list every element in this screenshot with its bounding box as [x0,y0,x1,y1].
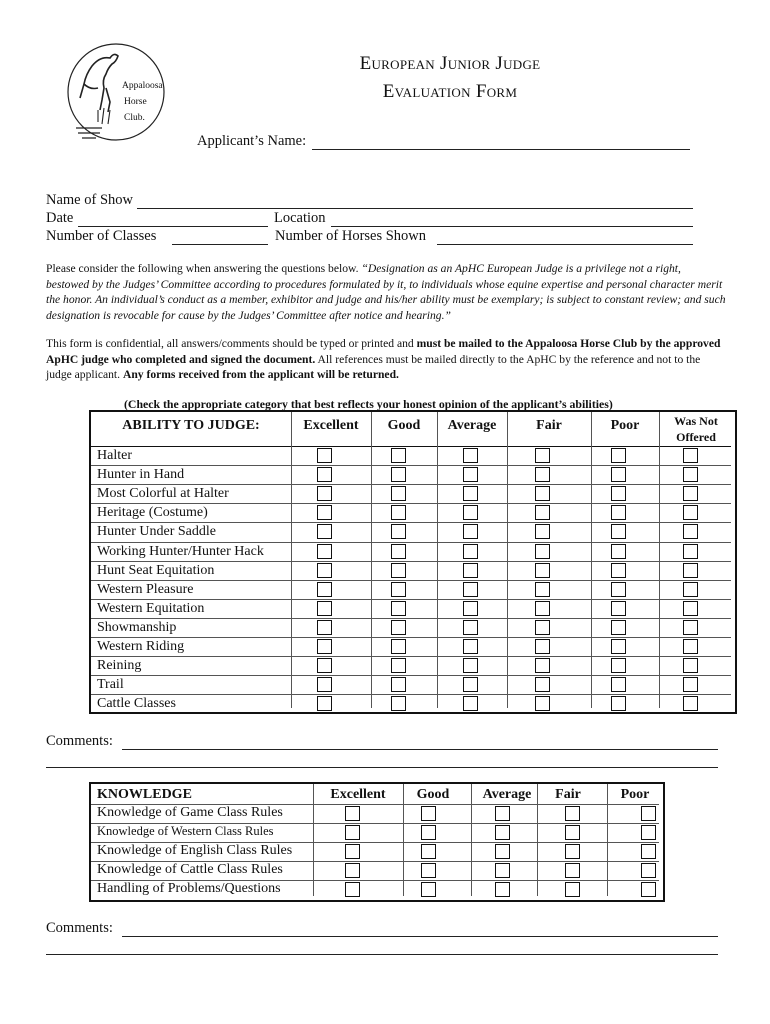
ability-checkbox[interactable] [683,582,698,597]
ability-checkbox[interactable] [317,658,332,673]
number-of-horses-label: Number of Horses Shown [275,228,427,244]
date-field[interactable] [78,225,268,227]
logo-text-line1: Appaloosa [122,81,163,91]
applicant-name-label: Applicant’s Name: [197,133,307,149]
ability-checkbox[interactable] [611,467,626,482]
ability-row-label: Cattle Classes [97,696,176,712]
comments-field-1-line2[interactable] [46,766,718,768]
ability-checkbox[interactable] [317,467,332,482]
ability-checkbox[interactable] [683,505,698,520]
knowledge-checkbox[interactable] [495,882,510,897]
intro-paragraph [46,261,726,323]
knowledge-checkbox[interactable] [421,882,436,897]
applicant-name-field[interactable] [312,148,690,150]
knowledge-checkbox[interactable] [641,882,656,897]
ability-checkbox[interactable] [317,639,332,654]
ability-checkbox[interactable] [611,563,626,578]
ability-col-poor: Poor [610,418,640,433]
ability-row-label: Reining [97,658,142,674]
ability-checkbox[interactable] [535,620,550,635]
knowledge-checkbox[interactable] [495,806,510,821]
knowledge-checkbox[interactable] [345,844,360,859]
intro-quote: “Designation as an ApHC European Judge is a privilege not a right, bestowed by the Judges’ Committee according to procedures formulated by it, to individuals whose equine expertise and personal character merit the honor. An individual’s conduct as a member, exhibitor and judge and his/her ability must be exemplary; is subject to constant review; and such designation is revocable for cause by the Judges’ Committee after notice and hearing.” [46,262,726,322]
ability-checkbox[interactable] [535,696,550,711]
ability-checkbox[interactable] [683,658,698,673]
ability-checkbox[interactable] [391,467,406,482]
ability-checkbox[interactable] [463,696,478,711]
number-of-classes-label: Number of Classes [46,228,157,244]
ability-checkbox[interactable] [463,448,478,463]
ability-row-divider [91,522,731,523]
ability-checkbox[interactable] [683,467,698,482]
knowledge-row-divider [91,861,659,862]
knowledge-checkbox[interactable] [495,863,510,878]
ability-checkbox[interactable] [535,601,550,616]
logo-text-line3: Club. [124,113,145,123]
ability-checkbox[interactable] [463,677,478,692]
ability-checkbox[interactable] [391,582,406,597]
ability-checkbox[interactable] [535,658,550,673]
date-label: Date [46,210,74,226]
comments-label-1: Comments: [46,733,113,749]
ability-checkbox[interactable] [535,563,550,578]
ability-checkbox[interactable] [317,620,332,635]
ability-checkbox[interactable] [317,448,332,463]
ability-checkbox[interactable] [317,696,332,711]
ability-checkbox[interactable] [391,505,406,520]
ability-table [89,410,737,714]
ability-row-label: Halter [97,448,132,463]
intro-lead: Please consider the following when answering the questions below. [46,262,359,275]
knowledge-checkbox[interactable] [641,806,656,821]
ability-row-divider [91,484,731,485]
ability-checkbox[interactable] [391,544,406,559]
knowledge-col-good: Good [416,787,450,802]
knowledge-checkbox[interactable] [641,863,656,878]
knowledge-checkbox[interactable] [421,863,436,878]
ability-row-label: Trail [97,677,124,693]
ability-row-label: Western Equitation [97,600,205,616]
knowledge-checkbox[interactable] [641,825,656,840]
ability-checkbox[interactable] [391,448,406,463]
ability-row-divider [91,561,731,562]
ability-checkbox[interactable] [463,582,478,597]
ability-row-divider [91,503,731,504]
instruction-text: (Check the appropriate category that best reflects your honest opinion of the applicant’s abilities) [124,397,613,411]
confidential-bold-2: Any forms received from the applicant will be returned. [122,368,399,381]
ability-checkbox[interactable] [611,544,626,559]
ability-row-label: Hunt Seat Equitation [97,562,215,578]
ability-row-divider [91,542,731,543]
ability-checkbox[interactable] [463,620,478,635]
ability-checkbox[interactable] [611,601,626,616]
knowledge-checkbox[interactable] [641,844,656,859]
comments-label-2: Comments: [46,920,113,936]
location-label: Location [274,210,326,226]
knowledge-row-divider [91,842,659,843]
knowledge-row-label: Knowledge of English Class Rules [97,843,293,858]
ability-row-divider [91,465,731,466]
knowledge-row-label: Handling of Problems/Questions [97,881,281,896]
ability-checkbox[interactable] [535,677,550,692]
ability-checkbox[interactable] [611,524,626,539]
ability-checkbox[interactable] [683,448,698,463]
ability-checkbox[interactable] [611,639,626,654]
knowledge-checkbox[interactable] [421,844,436,859]
ability-checkbox[interactable] [463,486,478,501]
form-title [300,50,600,106]
ability-row-divider [91,618,731,619]
knowledge-col-fair: Fair [555,787,581,802]
ability-checkbox[interactable] [391,620,406,635]
ability-checkbox[interactable] [391,524,406,539]
ability-checkbox[interactable] [463,524,478,539]
knowledge-row-divider [91,880,659,881]
ability-checkbox[interactable] [391,658,406,673]
ability-checkbox[interactable] [463,563,478,578]
ability-checkbox[interactable] [463,544,478,559]
ability-checkbox[interactable] [391,563,406,578]
ability-checkbox[interactable] [611,505,626,520]
knowledge-checkbox[interactable] [421,825,436,840]
ability-checkbox[interactable] [391,696,406,711]
ability-checkbox[interactable] [463,658,478,673]
ability-checkbox[interactable] [463,467,478,482]
knowledge-col-average: Average [482,787,532,802]
ability-row-label: Western Riding [97,639,185,654]
ability-checkbox[interactable] [317,486,332,501]
ability-row-divider [91,599,731,600]
ability-checkbox[interactable] [391,601,406,616]
ability-row-divider [91,580,731,581]
knowledge-table [89,782,665,902]
ability-checkbox[interactable] [683,620,698,635]
confidential-bold-1: must be mailed to the Appaloosa Horse Club by the approved ApHC judge who completed and signed the document. [46,337,721,366]
ability-header: ABILITY TO JUDGE: [122,418,260,433]
ability-header-divider [91,446,731,447]
ability-checkbox[interactable] [611,486,626,501]
ability-checkbox[interactable] [683,544,698,559]
ability-checkbox[interactable] [391,639,406,654]
ability-checkbox[interactable] [611,582,626,597]
logo-text-line2: Horse [124,97,147,107]
ability-checkbox[interactable] [683,639,698,654]
ability-checkbox[interactable] [611,448,626,463]
ability-row-divider [91,675,731,676]
knowledge-checkbox[interactable] [421,806,436,821]
ability-checkbox[interactable] [317,677,332,692]
ability-row-label: Heritage (Costume) [97,505,208,521]
ability-checkbox[interactable] [683,696,698,711]
ability-checkbox[interactable] [535,448,550,463]
number-of-horses-field[interactable] [437,243,693,245]
confidential-paragraph [46,336,726,383]
ability-checkbox[interactable] [535,582,550,597]
ability-row-label: Western Pleasure [97,581,194,597]
ability-checkbox[interactable] [535,486,550,501]
ability-checkbox[interactable] [391,677,406,692]
ability-col-fair: Fair [536,418,562,433]
show-name-field[interactable] [137,207,693,209]
ability-col-not-offered-2: Offered [676,430,716,444]
knowledge-checkbox[interactable] [495,825,510,840]
ability-checkbox[interactable] [535,467,550,482]
ability-checkbox[interactable] [317,601,332,616]
appaloosa-logo [62,38,170,146]
show-name-label: Name of Show [46,192,133,208]
ability-checkbox[interactable] [317,582,332,597]
ability-checkbox[interactable] [535,544,550,559]
ability-col-good: Good [387,418,421,433]
ability-checkbox[interactable] [317,563,332,578]
knowledge-row-divider [91,823,659,824]
ability-row-label: Showmanship [97,619,177,635]
ability-checkbox[interactable] [611,696,626,711]
ability-checkbox[interactable] [611,677,626,692]
ability-row-label: Working Hunter/Hunter Hack [97,543,264,559]
ability-checkbox[interactable] [317,544,332,559]
ability-checkbox[interactable] [683,601,698,616]
ability-checkbox[interactable] [463,505,478,520]
ability-row-label: Hunter in Hand [97,467,185,483]
knowledge-row-label: Knowledge of Cattle Class Rules [97,862,283,877]
ability-row-divider [91,637,731,638]
location-field[interactable] [331,225,693,227]
comments-field-2-line2[interactable] [46,953,718,955]
comments-field-2[interactable] [122,935,718,937]
ability-checkbox[interactable] [683,524,698,539]
knowledge-checkbox[interactable] [565,863,580,878]
ability-row-divider [91,656,731,657]
knowledge-checkbox[interactable] [345,806,360,821]
ability-checkbox[interactable] [317,505,332,520]
ability-row-label: Hunter Under Saddle [97,524,216,540]
knowledge-checkbox[interactable] [565,806,580,821]
form-title-line1: European Junior Judge [359,53,541,74]
knowledge-checkbox[interactable] [345,882,360,897]
ability-checkbox[interactable] [683,563,698,578]
ability-checkbox[interactable] [683,677,698,692]
knowledge-row-label: Knowledge of Western Class Rules [97,824,274,838]
knowledge-row-divider [91,804,659,805]
ability-row-label: Most Colorful at Halter [97,486,229,502]
knowledge-checkbox[interactable] [565,825,580,840]
knowledge-header: KNOWLEDGE [97,787,192,802]
ability-checkbox[interactable] [683,486,698,501]
knowledge-col-poor: Poor [620,787,650,802]
ability-checkbox[interactable] [535,505,550,520]
ability-checkbox[interactable] [317,524,332,539]
confidential-text-2: All references must be mailed directly to the ApHC by the reference and not to the judge applicant. [46,352,701,381]
knowledge-row-label: Knowledge of Game Class Rules [97,805,283,820]
ability-col-excellent: Excellent [303,418,359,433]
ability-checkbox[interactable] [611,620,626,635]
knowledge-checkbox[interactable] [495,844,510,859]
confidential-text-1: This form is confidential, all answers/comments should be typed or printed and [46,337,417,350]
knowledge-checkbox[interactable] [345,825,360,840]
ability-checkbox[interactable] [463,601,478,616]
knowledge-col-excellent: Excellent [330,787,386,802]
ability-col-average: Average [447,418,497,433]
ability-row-divider [91,694,731,695]
ability-checkbox[interactable] [535,524,550,539]
ability-col-not-offered-1: Was Not [674,414,718,428]
form-title-line2: Evaluation Form [382,81,518,102]
ability-checkbox[interactable] [463,639,478,654]
ability-checkbox[interactable] [535,639,550,654]
knowledge-checkbox[interactable] [565,882,580,897]
knowledge-checkbox[interactable] [345,863,360,878]
knowledge-checkbox[interactable] [565,844,580,859]
number-of-classes-field[interactable] [172,243,268,245]
ability-checkbox[interactable] [391,486,406,501]
ability-checkbox[interactable] [611,658,626,673]
comments-field-1[interactable] [122,748,718,750]
